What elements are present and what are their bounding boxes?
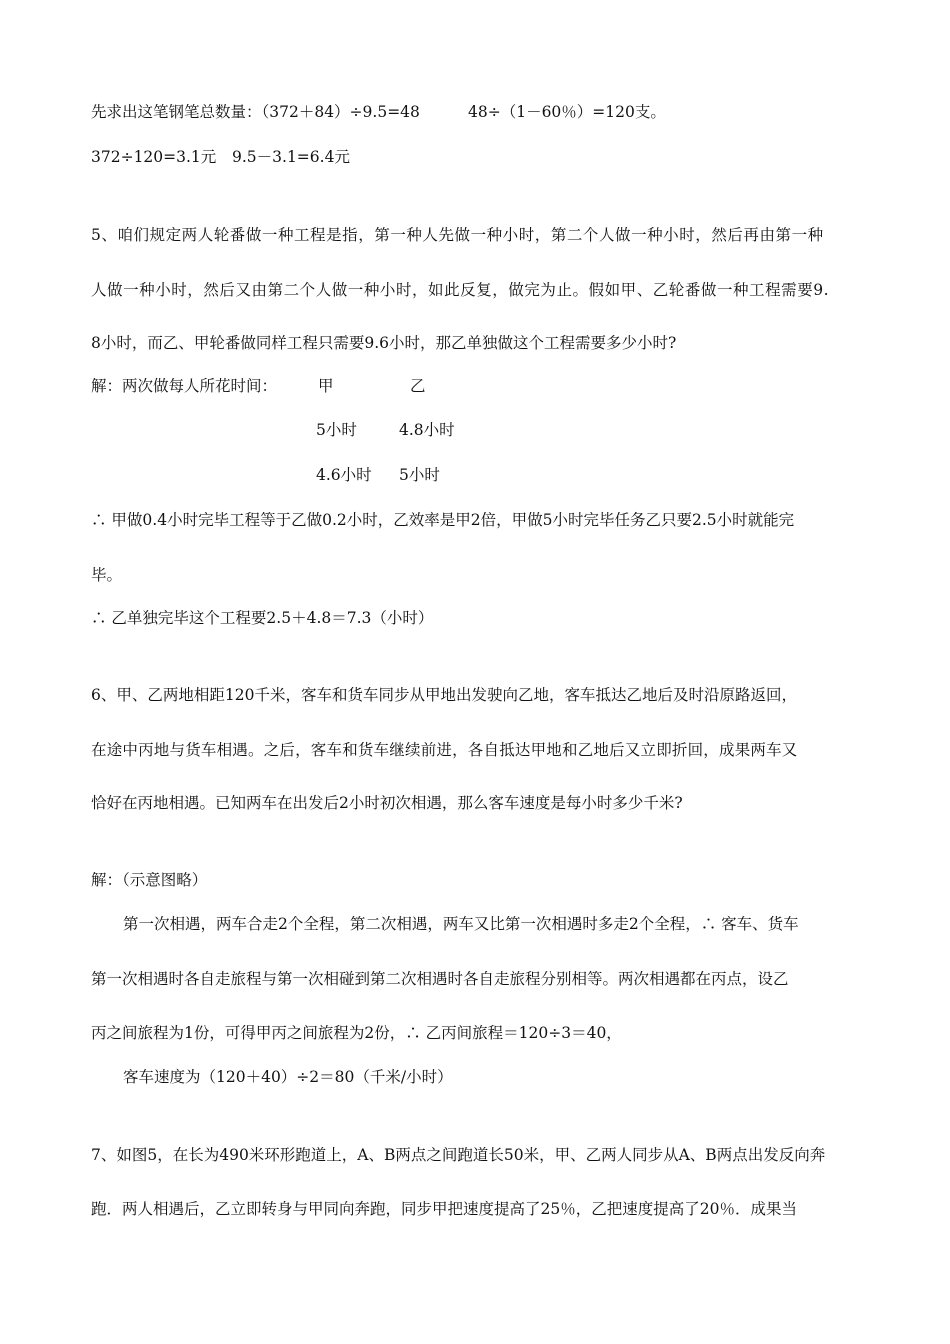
table-cell: 5小时 (316, 421, 357, 439)
table-header-jia: 甲 (318, 377, 334, 395)
problem-6-line: 第一次相遇时各自走旅程与第一次相碰到第二次相遇时各自走旅程分别相等。两次相遇都在丙点，设乙 (91, 970, 789, 988)
problem-7-line: 7、如图5，在长为490米环形跑道上，A、B两点之间跑道长50米，甲、乙两人同步从A、B两点出发反向奔 (91, 1146, 826, 1164)
table-cell: 5小时 (399, 466, 440, 484)
problem-7-line: 跑．两人相遇后，乙立即转身与甲同向奔跑，同步甲把速度提高了25％，乙把速度提高了20％．成果当 (91, 1200, 797, 1218)
problem-6-line: 第一次相遇，两车合走2个全程，第二次相遇，两车又比第一次相遇时多走2个全程，∴ 客车、货车 (123, 915, 799, 933)
table-cell: 4.6小时 (316, 466, 372, 484)
table-cell: 4.8小时 (399, 421, 455, 439)
problem-5-line: ∴ 乙单独完毕这个工程要2.5＋4.8＝7.3（小时） (91, 609, 434, 627)
text-line: 48÷（1－60％）=120支。 (468, 103, 666, 121)
table-header-yi: 乙 (410, 377, 426, 395)
problem-6-line: 丙之间旅程为1份，可得甲丙之间旅程为2份，∴ 乙丙间旅程＝120÷3＝40， (91, 1024, 622, 1042)
problem-5-line: ∴ 甲做0.4小时完毕工程等于乙做0.2小时，乙效率是甲2倍，甲做5小时完毕任务乙只要2.5小时就能完 (91, 511, 795, 529)
problem-6-line: 在途中丙地与货车相遇。之后，客车和货车继续前进，各自抵达甲地和乙地后又立即折回，成果两车又 (91, 741, 798, 759)
text-line: 9.5－3.1=6.4元 (232, 148, 350, 166)
text-line: 先求出这笔钢笔总数量：（372＋84）÷9.5=48 (91, 103, 420, 121)
problem-6-line: 6、甲、乙两地相距120千米，客车和货车同步从甲地出发驶向乙地，客车抵达乙地后及时沿原路返回， (91, 686, 797, 704)
solution-label: 解：（示意图略） (91, 871, 208, 889)
problem-5-line: 人做一种小时，然后又由第二个人做一种小时，如此反复，做完为止。假如甲、乙轮番做一种工程需要9. (91, 281, 830, 299)
problem-5-line: 5、咱们规定两人轮番做一种工程是指，第一种人先做一种小时，第二个人做一种小时，然后再由第一种 (91, 226, 824, 244)
problem-6-line: 恰好在丙地相遇。已知两车在出发后2小时初次相遇，那么客车速度是每小时多少千米? (91, 794, 683, 812)
problem-5-line: 8小时，而乙、甲轮番做同样工程只需要9.6小时，那乙单独做这个工程需要多少小时? (91, 334, 677, 352)
text-line: 372÷120=3.1元 (91, 148, 217, 166)
solution-label: 解：两次做每人所花时间： (91, 377, 278, 395)
problem-6-line: 客车速度为（120＋40）÷2＝80（千米/小时） (123, 1068, 453, 1086)
problem-5-line: 毕。 (91, 566, 123, 584)
